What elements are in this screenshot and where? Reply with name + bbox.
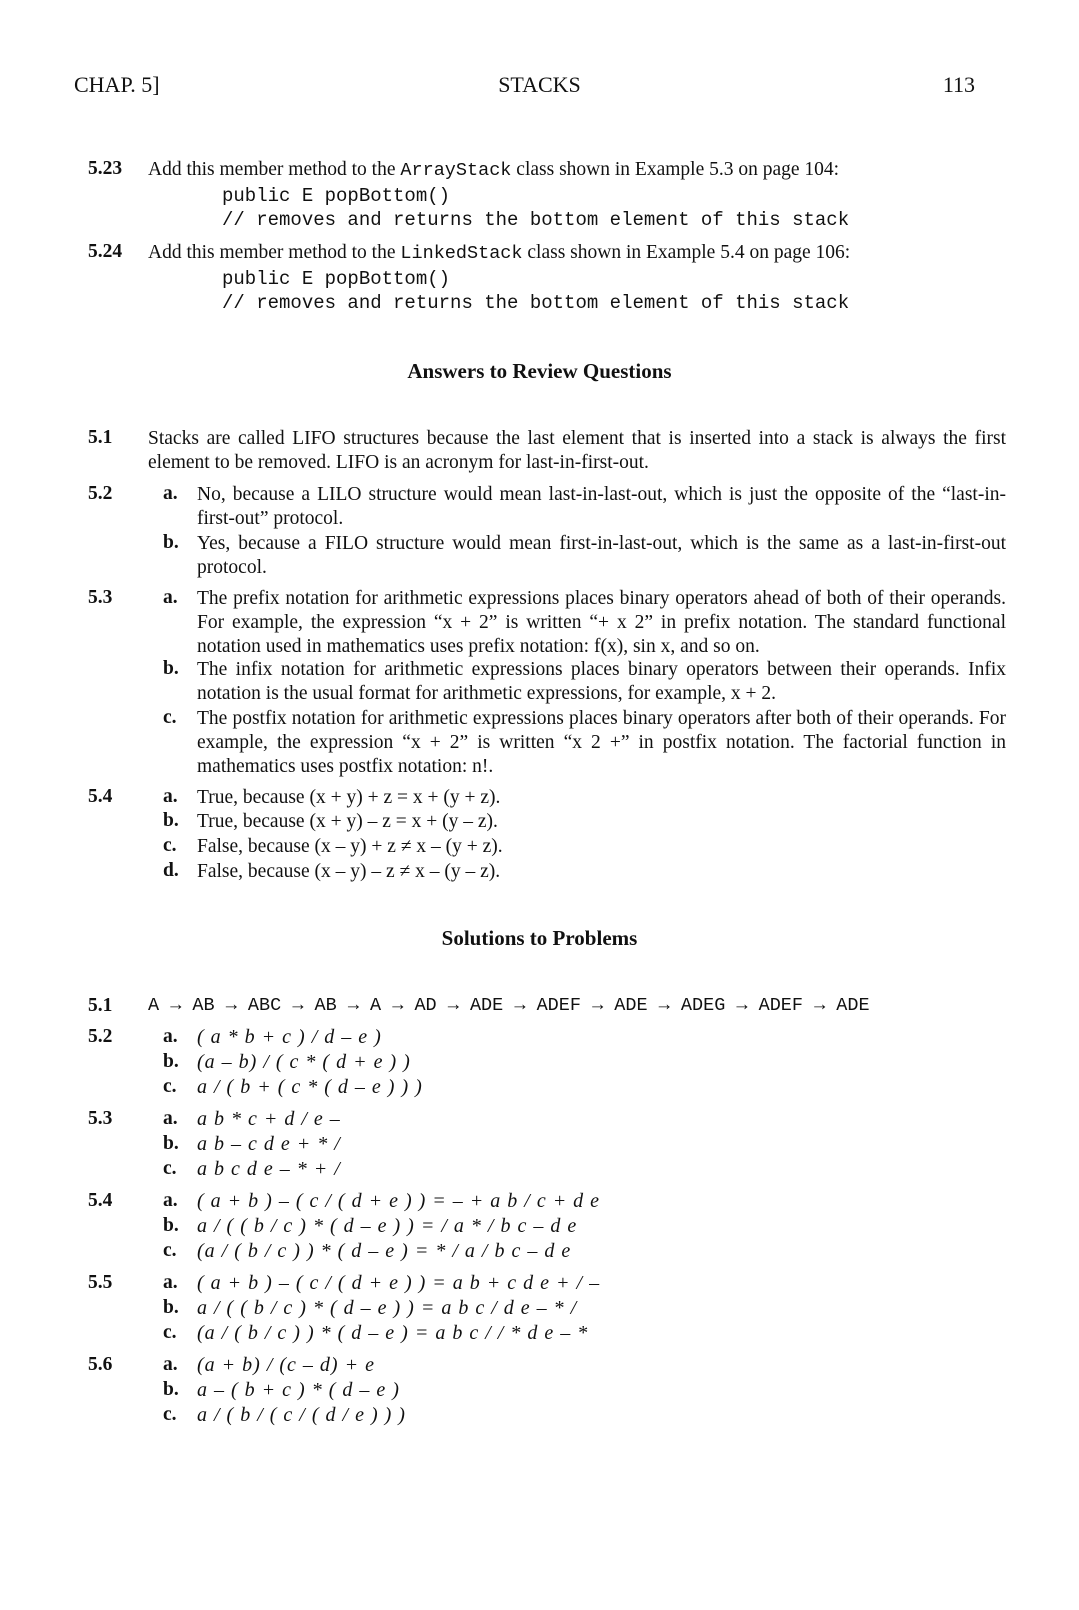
- item-label: a.: [163, 1190, 178, 1211]
- expression: (a – b) / ( c * ( d + e ) ): [197, 1051, 411, 1073]
- answer-number: 5.4: [88, 786, 113, 807]
- solution-number: 5.3: [88, 1108, 113, 1129]
- item-label: a.: [163, 587, 178, 608]
- solution-number: 5.5: [88, 1272, 113, 1293]
- item-label: b.: [163, 1297, 179, 1318]
- item-label: b.: [163, 658, 179, 679]
- answer-number: 5.3: [88, 587, 113, 608]
- item-label: c.: [163, 1158, 177, 1179]
- page-number: 113: [942, 72, 975, 97]
- problem-number: 5.24: [88, 241, 123, 262]
- expression: (a + b) / (c – d) + e: [197, 1354, 375, 1376]
- expression: a / ( b + ( c * ( d – e ) ) ): [197, 1076, 423, 1098]
- problem-number: 5.23: [88, 158, 123, 179]
- answer-number: 5.2: [88, 483, 113, 504]
- item-label: a.: [163, 1108, 178, 1129]
- answer-text: True, because (x + y) – z = x + (y – z).: [197, 811, 498, 832]
- item-label: c.: [163, 1404, 177, 1425]
- answer-text: Stacks are called LIFO structures because the last element that is inserted into a stack is always the first element to be removed. LIFO is an acronym for last-in-first-out.: [148, 428, 1006, 473]
- expression: a / ( ( b / c ) * ( d – e ) ) = a b c / d e – * /: [197, 1297, 578, 1319]
- stack-sequence: A → AB → ABC → AB → A → AD → ADE → ADEF → ADE → ADEG → ADEF → ADE: [148, 995, 870, 1016]
- expression: a – ( b + c ) * ( d – e ): [197, 1379, 400, 1401]
- answer-text: True, because (x + y) + z = x + (y + z).: [197, 787, 501, 808]
- solution-number: 5.2: [88, 1026, 113, 1047]
- expression: (a / ( b / c ) ) * ( d – e ) = a b c / / * d e – *: [197, 1322, 589, 1344]
- item-label: b.: [163, 810, 179, 831]
- answer-text: The postfix notation for arithmetic expressions places binary operators after both of their operands. For example, the expression “x + 2” is written “x 2 +” in postfix notation. The factorial function in mathematics uses postfix notation: n!.: [197, 708, 1006, 777]
- chapter-label: CHAP. 5]: [74, 72, 160, 97]
- item-label: b.: [163, 1133, 179, 1154]
- expression: a / ( ( b / c ) * ( d – e ) ) = / a * / b c – d e: [197, 1215, 578, 1237]
- expression: a b c d e – * + /: [197, 1158, 341, 1180]
- item-label: b.: [163, 1051, 179, 1072]
- answer-text: No, because a LILO structure would mean last-in-last-out, which is just the opposite of the “last-in-first-out” protocol.: [197, 484, 1006, 529]
- expression: ( a + b ) – ( c / ( d + e ) ) = a b + c d e + / –: [197, 1272, 601, 1294]
- item-label: b.: [163, 1379, 179, 1400]
- answer-number: 5.1: [88, 427, 113, 448]
- item-label: c.: [163, 1322, 177, 1343]
- expression: (a / ( b / c ) ) * ( d – e ) = * / a / b c – d e: [197, 1240, 572, 1262]
- solution-number: 5.1: [88, 995, 113, 1016]
- answer-text: False, because (x – y) – z ≠ x – (y – z).: [197, 861, 501, 882]
- item-label: c.: [163, 835, 177, 856]
- item-label: c.: [163, 1240, 177, 1261]
- code-line: public E popBottom(): [222, 185, 451, 207]
- expression: ( a * b + c ) / d – e ): [197, 1026, 382, 1048]
- item-label: a.: [163, 786, 178, 807]
- chapter-title: STACKS: [498, 72, 581, 97]
- item-label: a.: [163, 1272, 178, 1293]
- item-label: a.: [163, 1026, 178, 1047]
- code-line: public E popBottom(): [222, 268, 451, 290]
- expression: a b – c d e + * /: [197, 1133, 341, 1155]
- expression: a / ( b / ( c / ( d / e ) ) ): [197, 1404, 406, 1426]
- expression: a b * c + d / e –: [197, 1108, 341, 1130]
- item-label: a.: [163, 483, 178, 504]
- item-label: c.: [163, 707, 177, 728]
- code-comment: // removes and returns the bottom element of this stack: [222, 292, 850, 314]
- section-heading-review: Answers to Review Questions: [407, 359, 672, 383]
- solution-number: 5.4: [88, 1190, 113, 1211]
- answer-text: Yes, because a FILO structure would mean first-in-last-out, which is the same as a last-in-first-out protocol.: [197, 533, 1006, 578]
- section-heading-solutions: Solutions to Problems: [441, 926, 638, 950]
- item-label: b.: [163, 532, 179, 553]
- expression: ( a + b ) – ( c / ( d + e ) ) = – + a b / c + d e: [197, 1190, 601, 1212]
- problem-text: Add this member method to the ArrayStack class shown in Example 5.3 on page 104:: [148, 159, 840, 181]
- answer-text: The prefix notation for arithmetic expressions places binary operators ahead of both of their operands. For example, the expression “x + 2” is written “+ x 2” in prefix notation. The standard functional notation used in mathematics uses prefix notation: f(x), sin x, and so on.: [197, 588, 1006, 657]
- item-label: c.: [163, 1076, 177, 1097]
- answer-text: False, because (x – y) + z ≠ x – (y + z).: [197, 836, 503, 857]
- item-label: a.: [163, 1354, 178, 1375]
- code-comment: // removes and returns the bottom element of this stack: [222, 209, 850, 231]
- problem-text: Add this member method to the LinkedStack class shown in Example 5.4 on page 106:: [148, 242, 851, 264]
- solution-number: 5.6: [88, 1354, 113, 1375]
- item-label: b.: [163, 1215, 179, 1236]
- item-label: d.: [163, 860, 179, 881]
- answer-text: The infix notation for arithmetic expressions places binary operators between their operands. Infix notation is the usual format for arithmetic expressions, for example, x + 2.: [197, 659, 1006, 704]
